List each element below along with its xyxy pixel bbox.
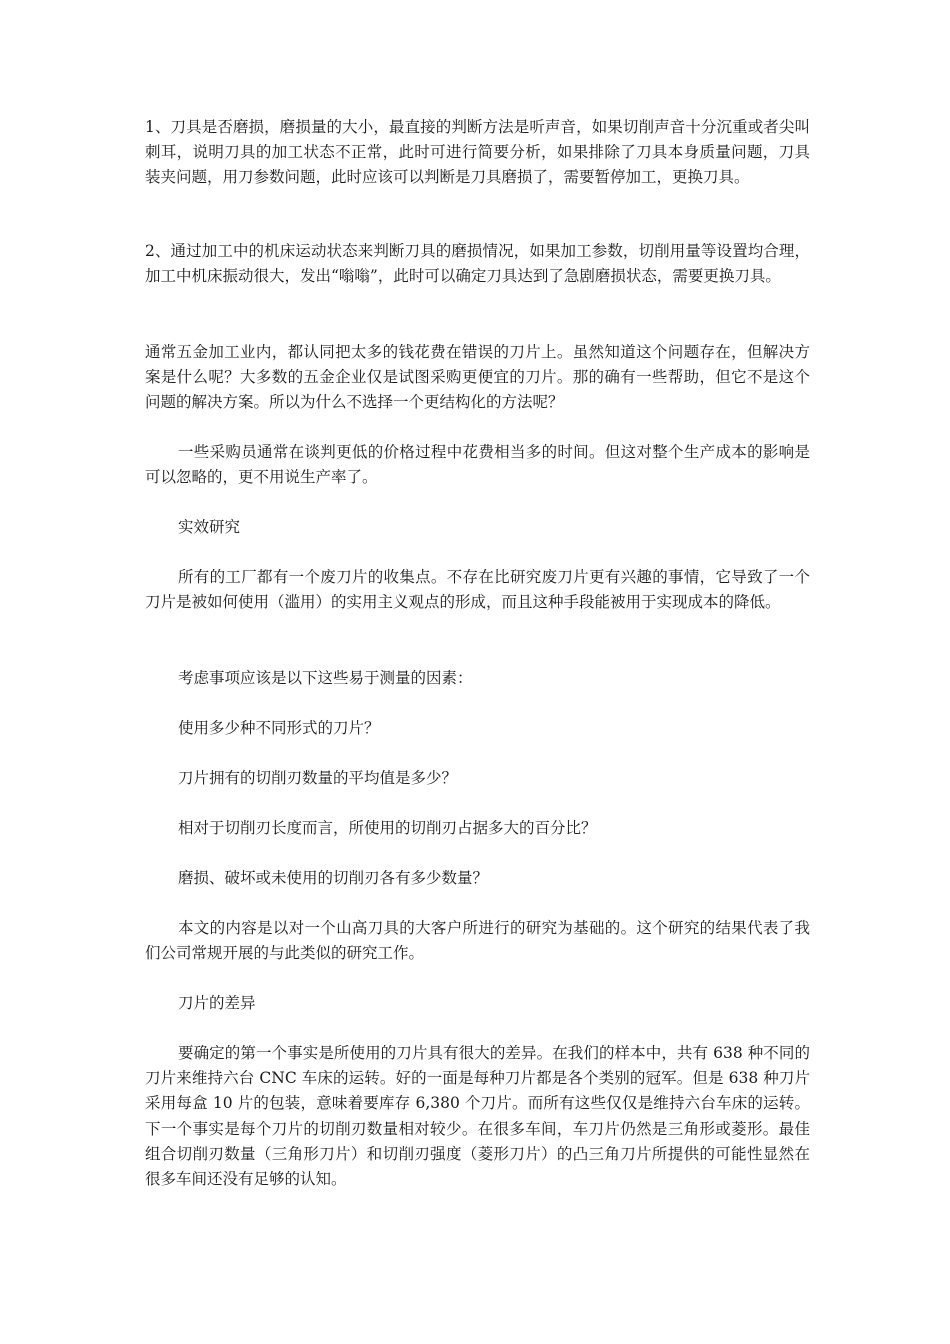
- question-edge-percentage: 相对于切削刃长度而言，所使用的切削刃占据多大的百分比？: [178, 819, 597, 837]
- paragraph-insert-variety: 要确定的第一个事实是所使用的刀片具有很大的差异。在我们的样本中，共有 638 种不同的刀片来维持六台 CNC 车床的运转。好的一面是每种刀片都是各个类别的冠军。但是 638 种刀片采用每盒 10 片的包装，意味着要库存 6,380 个刀片。而所有这些仅仅是维持六台车床的运转。下一个事实是每个刀片的切削刃数量相对较少。在很多车间，车刀片仍然是三角形或菱形。最佳组合切削刃数量（三角形刀片）和切削刃强度（菱形刀片）的凸三角刀片所提供的可能性显然在很多车间还没有足够的认知。: [145, 1044, 810, 1189]
- paragraph-scrap-inserts: 所有的工厂都有一个废刀片的收集点。不存在比研究废刀片更有兴趣的事情，它导致了一个刀片是被如何使用（滥用）的实用主义观点的形成，而且这种手段能被用于实现成本的降低。: [145, 568, 810, 612]
- paragraph-study-basis: 本文的内容是以对一个山高刀具的大客户所进行的研究为基础的。这个研究的结果代表了我们公司常规开展的与此类似的研究工作。: [145, 919, 810, 963]
- question-average-edges: 刀片拥有的切削刃数量的平均值是多少？: [178, 769, 458, 787]
- paragraph-considerations: 考虑事项应该是以下这些易于测量的因素：: [178, 669, 473, 687]
- paragraph-machine-vibration: 2、通过加工中的机床运动状态来判断刀具的磨损情况，如果加工参数，切削用量等设置均合理，加工中机床振动很大，发出“嗡嗡”，此时可以确定刀具达到了急剧磨损状态，需要更换刀具。: [145, 242, 810, 286]
- paragraph-insert-cost: 通常五金加工业内，都认同把太多的钱花费在错误的刀片上。虽然知道这个问题存在，但解决方案是什么呢？大多数的五金企业仅是试图采购更便宜的刀片。那的确有一些帮助，但它不是这个问题的解决方案。所以为什么不选择一个更结构化的方法呢？: [145, 343, 810, 412]
- heading-practical-study: 实效研究: [178, 518, 241, 536]
- heading-insert-differences: 刀片的差异: [178, 994, 256, 1012]
- question-insert-types: 使用多少种不同形式的刀片？: [178, 719, 380, 737]
- question-edge-counts: 磨损、破坏或未使用的切削刃各有多少数量？: [178, 869, 489, 887]
- paragraph-tool-wear-sound: 1、刀具是否磨损，磨损量的大小，最直接的判断方法是听声音，如果切削声音十分沉重或者尖叫刺耳，说明刀具的加工状态不正常，此时可进行简要分析，如果排除了刀具本身质量问题，刀具装夹问题，用刀参数问题，此时应该可以判断是刀具磨损了，需要暂停加工，更换刀具。: [145, 118, 810, 187]
- paragraph-buyer-negotiation: 一些采购员通常在谈判更低的价格过程中花费相当多的时间。但这对整个生产成本的影响是可以忽略的，更不用说生产率了。: [145, 443, 810, 487]
